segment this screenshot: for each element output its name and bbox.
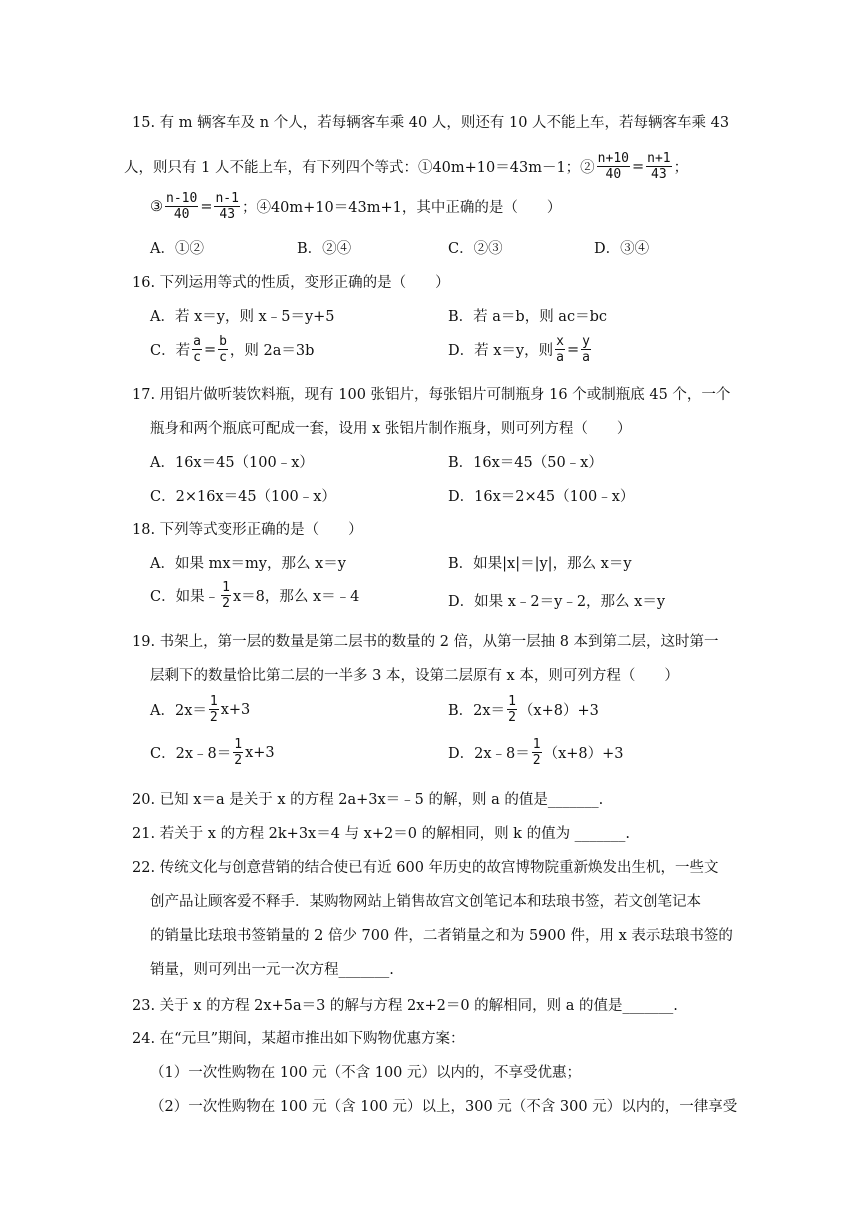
q16-option-a: A．若 x＝y，则 x﹣5＝y+5 [150, 309, 335, 325]
numerator: n-1 [215, 191, 239, 206]
q21: 21. 若关于 x 的方程 2k+3x＝4 与 x+2＝0 的解相同，则 k 的值为 _______. [132, 826, 631, 842]
fraction [165, 191, 198, 222]
q15-line2 [124, 151, 688, 182]
fraction [581, 334, 591, 365]
q17-line2: 瓶身和两个瓶底可配成一套，设用 x 张铝片制作瓶身，则可列方程（ ） [150, 421, 632, 437]
denominator: 40 [605, 167, 622, 182]
numerator: 1 [222, 580, 230, 595]
q17-line1: 17. 用铝片做听装饮料瓶，现有 100 张铝片，每张铝片可制瓶身 16 个或制瓶底 45 个，一个 [132, 387, 731, 403]
option-c-prefix: C．如果﹣ [150, 589, 220, 605]
option-a-prefix: A．2x＝ [150, 703, 207, 719]
option-d-suffix: （x+8）+3 [543, 746, 624, 762]
equals-sign: = [566, 341, 580, 358]
denominator: a [556, 350, 564, 365]
option-c-suffix: x+3 [245, 744, 275, 761]
numerator: b [219, 334, 227, 349]
q15-option-c: C．②③ [448, 241, 503, 257]
q16-option-c [150, 334, 314, 365]
option-d-prefix: D．2x﹣8＝ [448, 746, 530, 762]
fraction [646, 151, 671, 182]
q19-option-c [150, 737, 275, 768]
numerator: x [556, 334, 564, 349]
numerator: 1 [508, 694, 516, 709]
circled-three: ③ [150, 198, 163, 215]
equals-sign: = [631, 158, 645, 175]
q16-stem: 16. 下列运用等式的性质，变形正确的是（ ） [132, 275, 450, 291]
numerator: 1 [532, 737, 541, 752]
fraction [221, 580, 231, 611]
denominator: 40 [173, 207, 190, 222]
q18-option-c [150, 580, 359, 611]
fraction [214, 191, 239, 222]
q24-item1: （1）一次性购物在 100 元（不含 100 元）以内的，不享受优惠； [150, 1065, 582, 1081]
q24-item2: （2）一次性购物在 100 元（含 100 元）以上，300 元（不含 300 元）以内的，一律享受 [150, 1099, 738, 1115]
q17-option-b: B．16x＝45（50﹣x） [448, 455, 603, 471]
fraction [555, 334, 565, 365]
denominator: c [219, 350, 227, 365]
q23: 23. 关于 x 的方程 2x+5a＝3 的解与方程 2x+2＝0 的解相同，则 a 的值是_______. [132, 998, 678, 1014]
denominator: 43 [219, 207, 236, 222]
numerator: a [193, 334, 201, 349]
q17-option-c: C．2×16x＝45（100﹣x） [150, 489, 336, 505]
q22-line4: 销量，则可列出一元一次方程_______. [150, 962, 394, 978]
q18-option-a: A．如果 mx＝my，那么 x＝y [150, 556, 346, 572]
option-b-prefix: B．2x＝ [448, 703, 506, 719]
q17-option-a: A．16x＝45（100﹣x） [150, 455, 314, 471]
fraction [218, 334, 228, 365]
q18-option-b: B．如果|x|＝|y|，那么 x＝y [448, 556, 632, 572]
q15-line3 [150, 191, 561, 222]
q15-line2-text: 人，则只有 1 人不能上车，有下列四个等式：①40m+10＝43m－1；② [124, 160, 595, 176]
option-b-suffix: （x+8）+3 [518, 703, 599, 719]
q19-option-b [448, 694, 599, 725]
denominator: 43 [651, 167, 667, 182]
option-c-suffix: x＝8，那么 x＝﹣4 [232, 589, 360, 605]
q19-line2: 层剩下的数量恰比第二层的一半多 3 本，设第二层原有 x 本，则可列方程（ ） [150, 668, 679, 684]
fraction [209, 694, 219, 725]
q15-option-d: D．③④ [594, 241, 650, 257]
q19-option-a [150, 694, 250, 725]
numerator: 1 [234, 737, 243, 752]
q18-option-d: D．如果 x﹣2＝y﹣2，那么 x＝y [448, 594, 666, 610]
numerator: 1 [209, 694, 218, 709]
equals-sign: = [203, 341, 217, 358]
option-c-prefix: C．2x﹣8＝ [150, 746, 232, 762]
q15-line3-text: ；④40m+10＝43m+1，其中正确的是（ ） [241, 200, 562, 216]
denominator: 2 [532, 753, 541, 768]
numerator: n-10 [166, 191, 198, 206]
q24-stem: 24. 在“元旦”期间，某超市推出如下购物优惠方案： [132, 1031, 465, 1047]
denominator: c [193, 350, 201, 365]
numerator: n+10 [597, 151, 629, 166]
denominator: 2 [209, 710, 218, 725]
numerator: y [582, 334, 590, 349]
equals-sign: = [200, 198, 213, 215]
denominator: 2 [508, 710, 516, 725]
q15-line1: 15. 有 m 辆客车及 n 个人，若每辆客车乘 40 人，则还有 10 人不能上车，若每辆客车乘 43 [132, 115, 730, 131]
semicolon: ； [673, 160, 689, 176]
q18-stem: 18. 下列等式变形正确的是（ ） [132, 522, 363, 538]
q19-line1: 19. 书架上，第一层的数量是第二层书的数量的 2 倍，从第一层抽 8 本到第二层，这时第一 [132, 634, 719, 650]
denominator: 2 [222, 596, 230, 611]
fraction [507, 694, 517, 725]
option-c-suffix: ，则 2a＝3b [229, 343, 315, 359]
q16-option-d [448, 334, 593, 365]
option-a-suffix: x+3 [220, 701, 251, 718]
q22-line2: 创产品让顾客爱不释手．某购物网站上销售故宫文创笔记本和珐琅书签，若文创笔记本 [150, 894, 701, 910]
q22-line3: 的销量比珐琅书签销量的 2 倍少 700 件，二者销量之和为 5900 件，用 x 表示珐琅书签的 [150, 928, 733, 944]
option-d-prefix: D．若 x＝y，则 [448, 343, 554, 359]
q15-option-a: A．①② [150, 241, 204, 257]
option-c-prefix: C．若 [150, 343, 191, 359]
q19-option-d [448, 737, 624, 768]
q20: 20. 已知 x＝a 是关于 x 的方程 2a+3x＝﹣5 的解，则 a 的值是_______. [132, 792, 604, 808]
fraction [532, 737, 542, 768]
fraction [233, 737, 243, 768]
denominator: a [582, 350, 590, 365]
q16-option-b: B．若 a＝b，则 ac＝bc [448, 309, 607, 325]
q15-option-b: B．②④ [297, 241, 352, 257]
q22-line1: 22. 传统文化与创意营销的结合使已有近 600 年历史的故宫博物院重新焕发出生机，一些文 [132, 860, 719, 876]
denominator: 2 [234, 753, 243, 768]
fraction [597, 151, 630, 182]
fraction [192, 334, 202, 365]
numerator: n+1 [647, 151, 671, 166]
q17-option-d: D．16x＝2×45（100﹣x） [448, 489, 635, 505]
